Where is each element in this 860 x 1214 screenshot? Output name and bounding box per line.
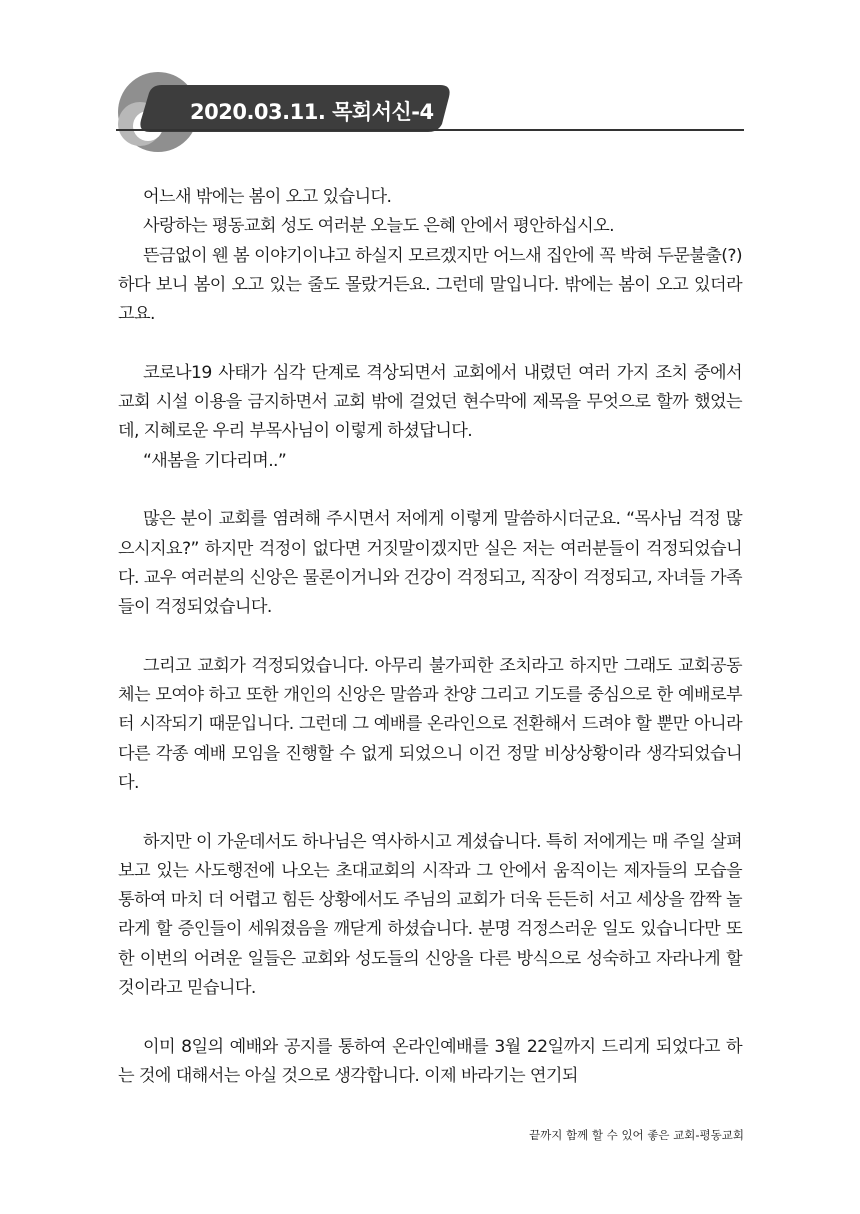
paragraph-gap <box>118 622 742 651</box>
paragraph: 어느새 밖에는 봄이 오고 있습니다. <box>143 187 392 207</box>
paragraph-gap <box>118 329 742 358</box>
paragraph: 많은 분이 교회를 염려해 주시면서 저에게 이렇게 말씀하시더군요. “목사님 걱정 많으시지요?” 하지만 걱정이 없다면 거짓말이겠지만 실은 저는 여러분들이 걱정되었습니다. 교우 여러분의 신앙은 물론이거니와 건강이 걱정되고, 직장이 걱정되고, 자녀들 가족들이 걱정되었습니다. <box>118 509 742 618</box>
paragraph: 이미 8일의 예배와 공지를 통하여 온라인예배를 3월 22일까지 드리게 되었다고 하는 것에 대해서는 아실 것으로 생각합니다. 이제 바라기는 연기되 <box>118 1036 742 1086</box>
paragraph: “새봄을 기다리며..” <box>143 450 287 471</box>
paragraph-gap <box>118 1003 742 1032</box>
paragraph: 뜬금없이 웬 봄 이야기이냐고 하실지 모르겠지만 어느새 집안에 꼭 박혀 두문불출(?) 하다 보니 봄이 오고 있는 줄도 몰랐거든요. 그런데 말입니다. 밖에는 봄이 오고 있더라고요. <box>118 245 742 325</box>
letter-body <box>118 183 742 1091</box>
paragraph: 그리고 교회가 걱정되었습니다. 아무리 불가피한 조치라고 하지만 그래도 교회공동체는 모여야 하고 또한 개인의 신앙은 말씀과 찬양 그리고 기도를 중심으로 한 예배로부터 시작되기 때문입니다. 그런데 그 예배를 온라인으로 전환해서 드려야 할 뿐만 아니라 다른 각종 예배 모임을 진행할 수 없게 되었으니 이건 정말 비상상황이라 생각되었습니다. <box>118 655 742 793</box>
page-title: 2020.03.11. 목회서신-4 <box>190 100 434 124</box>
page-footer: 끝까지 함께 할 수 있어 좋은 교회-평동교회 <box>529 1128 744 1142</box>
paragraph-gap <box>118 798 742 827</box>
paragraph-gap <box>118 476 742 505</box>
paragraph: 하지만 이 가운데서도 하나님은 역사하시고 계셨습니다. 특히 저에게는 매 주일 살펴보고 있는 사도행전에 나오는 초대교회의 시작과 그 안에서 움직이는 제자들의 모습을 통하여 마치 더 어렵고 힘든 상황에서도 주님의 교회가 더욱 든든히 서고 세상을 깜짝 놀라게 할 증인들이 세워졌음을 깨닫게 하셨습니다. 분명 걱정스러운 일도 있습니다만 또한 이번의 어려운 일들은 교회와 성도들의 신앙을 다른 방식으로 성숙하고 자라나게 할 것이라고 믿습니다. <box>118 831 742 999</box>
page-header <box>0 0 860 170</box>
paragraph: 사랑하는 평동교회 성도 여러분 오늘도 은혜 안에서 평안하십시오. <box>143 216 614 237</box>
header-banner-graphic <box>0 0 860 170</box>
paragraph: 코로나19 사태가 심각 단계로 격상되면서 교회에서 내렸던 여러 가지 조치 중에서 교회 시설 이용을 금지하면서 교회 밖에 걸었던 현수막에 제목을 무엇으로 할까 했었는데, 지혜로운 우리 부목사님이 이렇게 하셨답니다. <box>118 362 742 442</box>
